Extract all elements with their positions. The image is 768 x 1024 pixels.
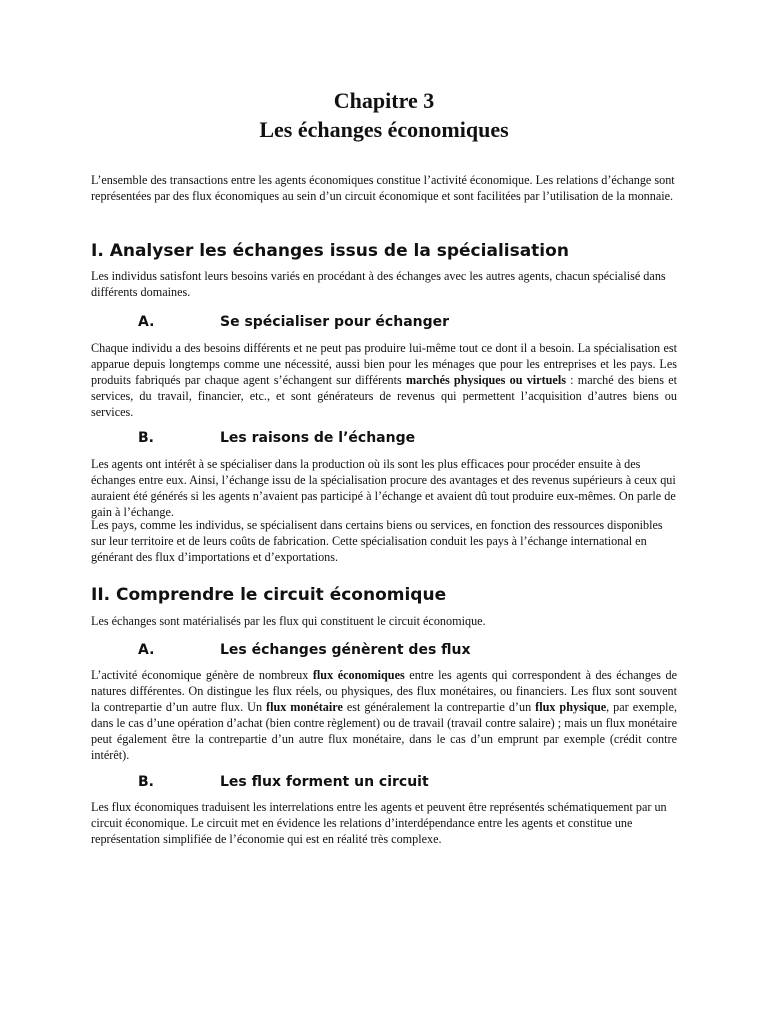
section-1a-paragraph [91,340,677,420]
section-2-heading: II. Comprendre le circuit économique [91,585,447,605]
section-2-intro: Les échanges sont matérialisés par les flux qui constituent le circuit économique. [91,614,486,628]
section-2a-title: Les échanges génèrent des flux [220,642,471,658]
section-2a-t4: , par exemple, dans le cas d’une opération d’achat (bien contre règlement) ou de travail (travail contre salaire) ; mais un flux monétaire peut également être la contrepartie d’un autre flux monétaire, dans le cas d’un emprunt par exemple (crédit contre intérêt). [91,700,678,762]
section-2a-t1: L’activité économique génère de nombreux [91,668,313,682]
intro-paragraph: L’ensemble des transactions entre les agents économiques constitue l’activité économique. Les relations d’échange sont représentées par des flux économiques au sein d’un circuit économique et sont facilitées par l’utilisation de la monnaie. [91,173,675,203]
section-2a-heading [138,642,738,658]
section-1-intro: Les individus satisfont leurs besoins variés en procédant à des échanges avec les autres agents, chacun spécialisé dans différents domaines. [91,269,666,299]
section-2a-b3: flux physique [535,700,607,714]
section-2b-paragraph: Les flux économiques traduisent les interrelations entre les agents et peuvent être représentés schématiquement par un circuit économique. Le circuit met en évidence les relations d’interdépendance entre les agents et constitue une représentation simplifiée de l’économie qui est en réalité très complexe. [91,800,667,846]
section-1b-paragraph-1: Les agents ont intérêt à se spécialiser dans la production où ils sont les plus efficaces pour procéder ensuite à des échanges entre eux. Ainsi, l’échange issu de la spécialisation procure des avantages et des revenus supérieurs à ceux qui auraient été générés si les agents n’avaient pas participé à l’échange et avaient dû tout produire eux-mêmes. On parle de gain à l’échange. [91,457,676,519]
section-2b-title: Les flux forment un circuit [220,774,429,790]
section-1a-bold-term: marchés physiques ou virtuels [405,373,566,387]
section-1a-letter: A. [138,314,155,330]
section-1-heading: I. Analyser les échanges issus de la spécialisation [91,241,569,261]
section-1b-paragraph-2: Les pays, comme les individus, se spécialisent dans certains biens ou services, en fonction des ressources disponibles sur leur territoire et de leurs coûts de fabrication. Cette spécialisation conduit les pays à l’échange international en générant des flux d’importations et d’exportations. [91,518,663,564]
section-2a-letter: A. [138,642,155,658]
section-2b-heading [138,774,738,790]
section-1a-text-before: Chaque individu a des besoins différents et ne peut pas produire lui-même tout ce dont il a besoin. La spécialisation est apparue depuis longtemps comme une nécessité, aussi bien pour les ménages que pour les entreprises et les pays. Les produits fabriqués par chaque agent s’échangent sur différents [91,341,677,387]
section-2a-t3: est généralement la contrepartie d’un [342,700,536,714]
section-2b-letter: B. [138,774,154,790]
section-2a-b1: flux économiques [312,668,405,682]
section-2a-paragraph [91,667,677,763]
section-1b-heading [138,430,738,446]
section-1a-title: Se spécialiser pour échanger [220,314,450,330]
chapter-number: Chapitre 3 [333,88,435,113]
section-1b-letter: B. [138,430,154,446]
section-2a-t2: entre les agents qui correspondent à des échanges de natures différentes. On distingue les flux réels, ou physiques, des flux monétaires, ou financiers. Les flux sont souvent la contrepartie d’un autre flux. Un [91,668,677,714]
section-1b-title: Les raisons de l’échange [220,430,416,446]
chapter-title: Les échanges économiques [259,117,509,142]
section-1a-heading [138,314,738,330]
section-1a-text-after: : marché des biens et services, du travail, financier, etc., et sont générateurs de revenus qui permettent l’acquisition d’autres biens ou services. [91,373,677,419]
section-2a-b2: flux monétaire [266,700,343,714]
